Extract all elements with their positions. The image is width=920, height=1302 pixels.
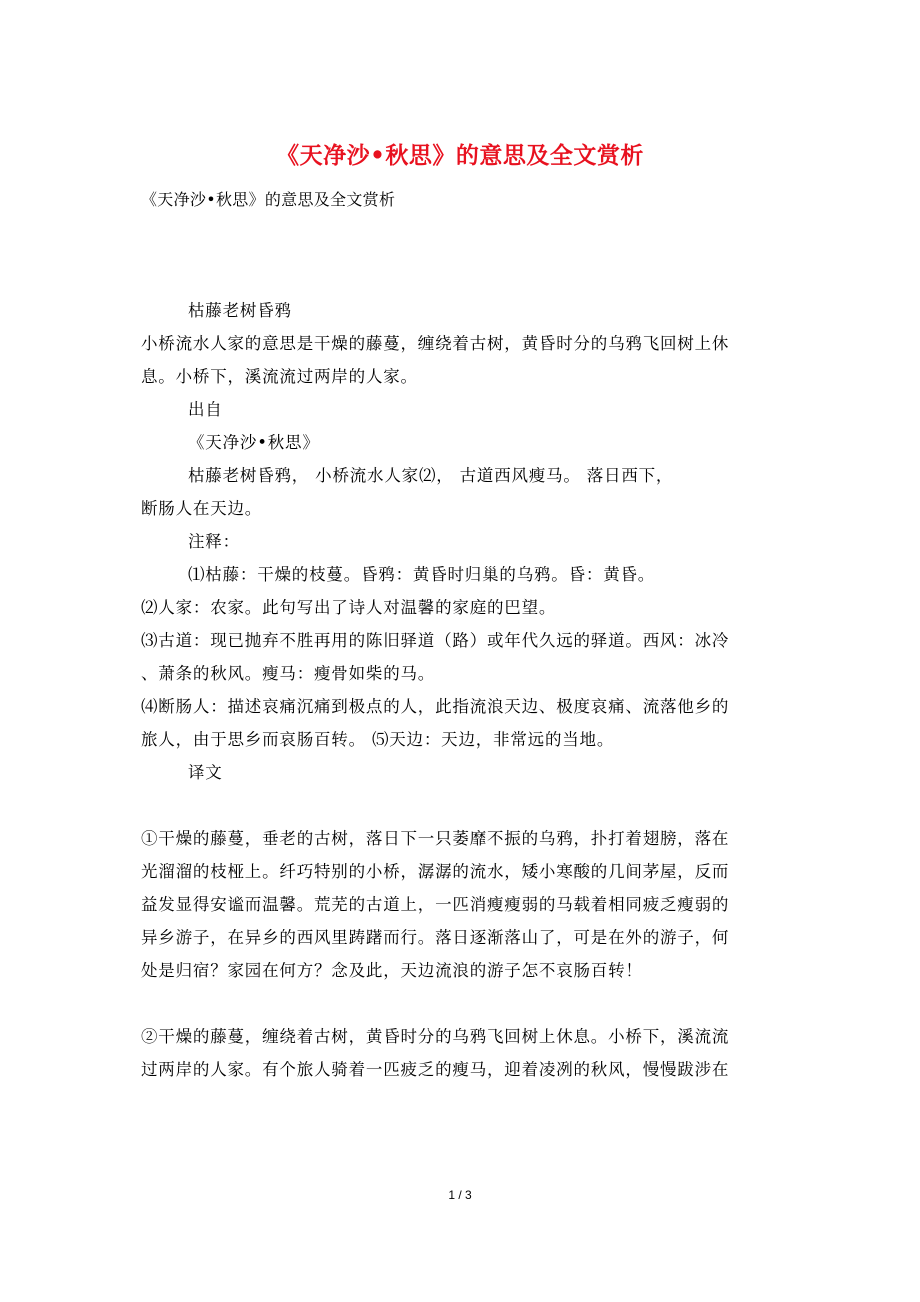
text-line: ⑶古道：现已抛弃不胜再用的陈旧驿道（路）或年代久远的驿道。西风：冰冷	[141, 631, 730, 650]
page-number: 1 / 3	[448, 1188, 472, 1202]
text-line: ⑷断肠人：描述哀痛沉痛到极点的人，此指流浪天边、极度哀痛、流落他乡的	[141, 697, 730, 716]
text-line: 、萧条的秋风。瘦马：瘦骨如柴的马。	[141, 664, 436, 683]
text-line: 小桥流水人家的意思是干燥的藤蔓，缠绕着古树，黄昏时分的乌鸦飞回树上休	[141, 334, 730, 353]
text-line: 《天净沙•秋思》	[188, 433, 320, 452]
text-line: ②干燥的藤蔓，缠绕着古树，黄昏时分的乌鸦飞回树上休息。小桥下，溪流流	[141, 1027, 730, 1046]
text-line: 枯藤老树昏鸦， 小桥流水人家⑵， 古道西风瘦马。 落日西下，	[188, 466, 674, 485]
text-line: ⑴枯藤：干燥的枝蔓。昏鸦：黄昏时归巢的乌鸦。昏：黄昏。	[188, 565, 656, 584]
text-line: 注释：	[188, 532, 240, 551]
text-line: 异乡游子，在异乡的西风里踌躇而行。落日逐渐落山了，可是在外的游子，何	[141, 928, 730, 947]
text-line: 旅人，由于思乡而哀肠百转。 ⑸天边：天边，非常远的当地。	[141, 730, 615, 749]
text-line: 过两岸的人家。有个旅人骑着一匹疲乏的瘦马，迎着凌冽的秋风，慢慢跋涉在	[141, 1060, 730, 1079]
text-line: 枯藤老树昏鸦	[188, 301, 292, 320]
blank-line	[141, 789, 781, 822]
blank-line	[141, 987, 781, 1020]
text-line: 译文	[188, 763, 223, 782]
text-line: 光溜溜的枝桠上。纤巧特别的小桥，潺潺的流水，矮小寒酸的几间茅屋，反而	[141, 862, 730, 881]
text-line: 出自	[188, 400, 223, 419]
text-line: 息。小桥下，溪流流过两岸的人家。	[141, 367, 418, 386]
text-line: 断肠人在天边。	[141, 499, 263, 518]
text-line: 益发显得安谧而温馨。荒芜的古道上，一匹消瘦瘦弱的马载着相同疲乏瘦弱的	[141, 895, 730, 914]
text-line: ①干燥的藤蔓，垂老的古树，落日下一只萎靡不振的乌鸦，扑打着翅膀，落在	[141, 829, 730, 848]
document-title: 《天净沙•秋思》的意思及全文赏析	[276, 142, 644, 169]
document-body	[141, 294, 781, 1086]
text-line: 处是归宿？家园在何方？念及此，天边流浪的游子怎不哀肠百转！	[141, 961, 643, 980]
text-line: ⑵人家：农家。此句写出了诗人对温馨的家庭的巴望。	[141, 598, 557, 617]
document-subtitle: 《天净沙•秋思》的意思及全文赏析	[141, 190, 396, 209]
